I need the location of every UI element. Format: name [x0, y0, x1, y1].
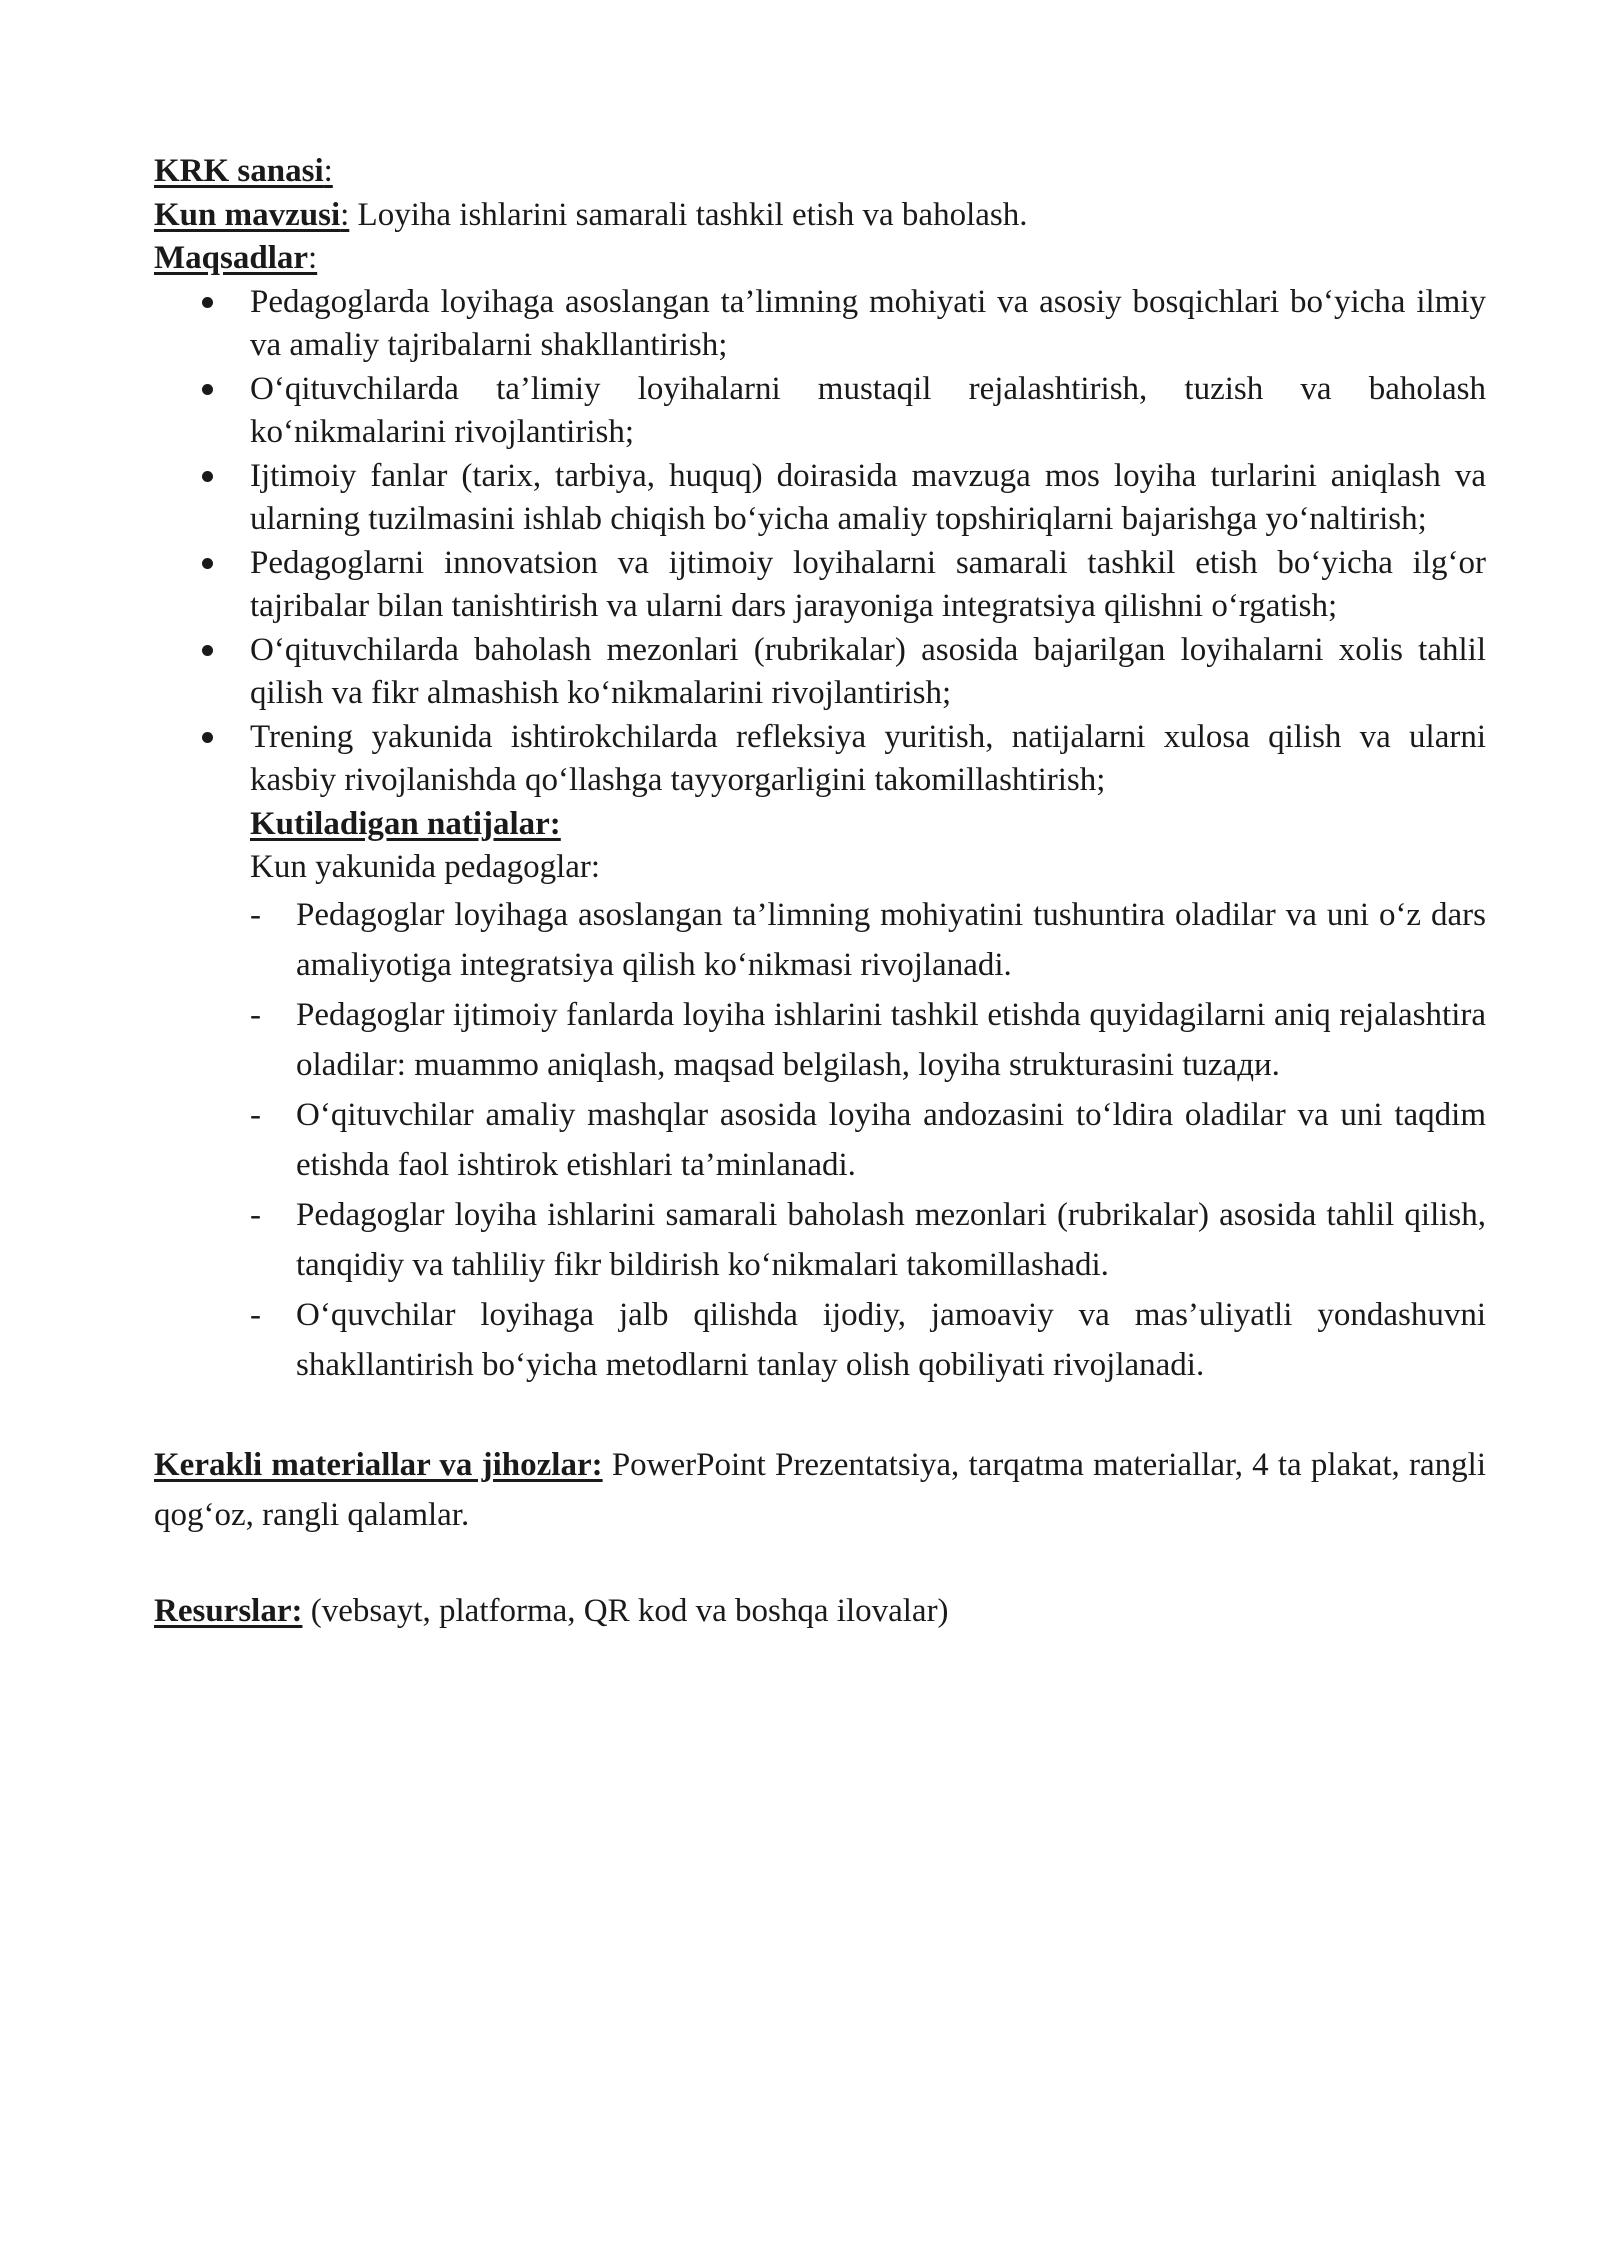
result-item: - Pedagoglar ijtimoiy fanlarda loyiha ishlarini tashkil etishda quyidagilarni aniq rejalashtira oladilar: muammo aniqlash, maqsad belgilash, loyiha strukturasini tuzади. [296, 990, 1486, 1090]
goal-item: Trening yakunida ishtirokchilarda refleksiya yuritish, natijalarni xulosa qilish va ularni kasbiy rivojlanishda qo‘llashga tayyorgarligini takomillashtirish; [250, 716, 1486, 803]
goals-label: Maqsadlar [154, 240, 309, 276]
resources-label: Resurslar: [154, 1592, 303, 1629]
goals-list [154, 281, 1486, 803]
materials-value: PowerPoint Prezentatsiya, tarqatma materiallar, 4 ta plakat, rangli qog‘oz, rangli qalamlar. [154, 1446, 1486, 1533]
day-topic-colon: : [340, 196, 350, 233]
krk-date-label: KRK sanasi [154, 153, 324, 189]
goals-colon: : [308, 240, 318, 276]
expected-results-title: Kutiladigan natijalar: [250, 805, 561, 842]
result-item: - Pedagoglar loyiha ishlarini samarali baholash mezonlari (rubrikalar) asosida tahlil qilish, tanqidiy va tahliliy fikr bildirish ko‘nikmalari takomillashadi. [296, 1190, 1486, 1290]
result-item: - O‘quvchilar loyihaga jalb qilishda ijodiy, jamoaviy va mas’uliyatli yondashuvni shakllantirish bo‘yicha metodlarni tanlay olish qobiliyati rivojlanadi. [296, 1290, 1486, 1390]
materials-paragraph [154, 1440, 1486, 1540]
day-topic-value: Loyiha ishlarini samarali tashkil etish va baholash. [349, 196, 1028, 233]
goal-item: Pedagoglarni innovatsion va ijtimoiy loyihalarni samarali tashkil etish bo‘yicha ilg‘or tajribalar bilan tanishtirish va ularni dars jarayoniga integratsiya qilishni o‘rgatish; [250, 542, 1486, 629]
goal-item: Ijtimoiy fanlar (tarix, tarbiya, huquq) doirasida mavzuga mos loyiha turlarini aniqlash va ularning tuzilmasini ishlab chiqish bo‘yicha amaliy topshiriqlarni bajarishga yo‘naltirish; [250, 455, 1486, 542]
day-topic-label: Kun mavzusi [154, 196, 341, 233]
day-topic-line [154, 194, 1486, 238]
goal-item: O‘qituvchilarda ta’limiy loyihalarni mustaqil rejalashtirish, tuzish va baholash ko‘nikmalarini rivojlantirish; [250, 368, 1486, 455]
result-item: - O‘qituvchilar amaliy mashqlar asosida loyiha andozasini to‘ldira oladilar va uni taqdim etishda faol ishtirok etishlari ta’minlanadi. [296, 1090, 1486, 1190]
krk-date-colon: : [323, 153, 333, 189]
resources-value: (vebsayt, platforma, QR kod va boshqa ilovalar) [302, 1592, 949, 1629]
expected-results-list [250, 890, 1486, 1390]
goal-item: Pedagoglarda loyihaga asoslangan ta’limning mohiyati va asosiy bosqichlari bo‘yicha ilmiy va amaliy tajribalarni shakllantirish; [250, 281, 1486, 368]
expected-results-title-line [250, 803, 1486, 847]
expected-results-section [250, 803, 1486, 1390]
goals-heading [154, 237, 1486, 281]
materials-label: Kerakli materiallar va jihozlar: [154, 1446, 603, 1483]
resources-paragraph [154, 1586, 1486, 1636]
result-item: - Pedagoglar loyihaga asoslangan ta’limning mohiyatini tushuntira oladilar va uni o‘z dars amaliyotiga integratsiya qilish ko‘nikmasi rivojlanadi. [296, 890, 1486, 990]
expected-results-intro: Kun yakunida pedagoglar: [250, 849, 601, 885]
goal-item: O‘qituvchilarda baholash mezonlari (rubrikalar) asosida bajarilgan loyihalarni xolis tahlil qilish va fikr almashish ko‘nikmalarini rivojlantirish; [250, 629, 1486, 716]
document-page [154, 150, 1486, 1669]
krk-date-line [154, 150, 1486, 194]
